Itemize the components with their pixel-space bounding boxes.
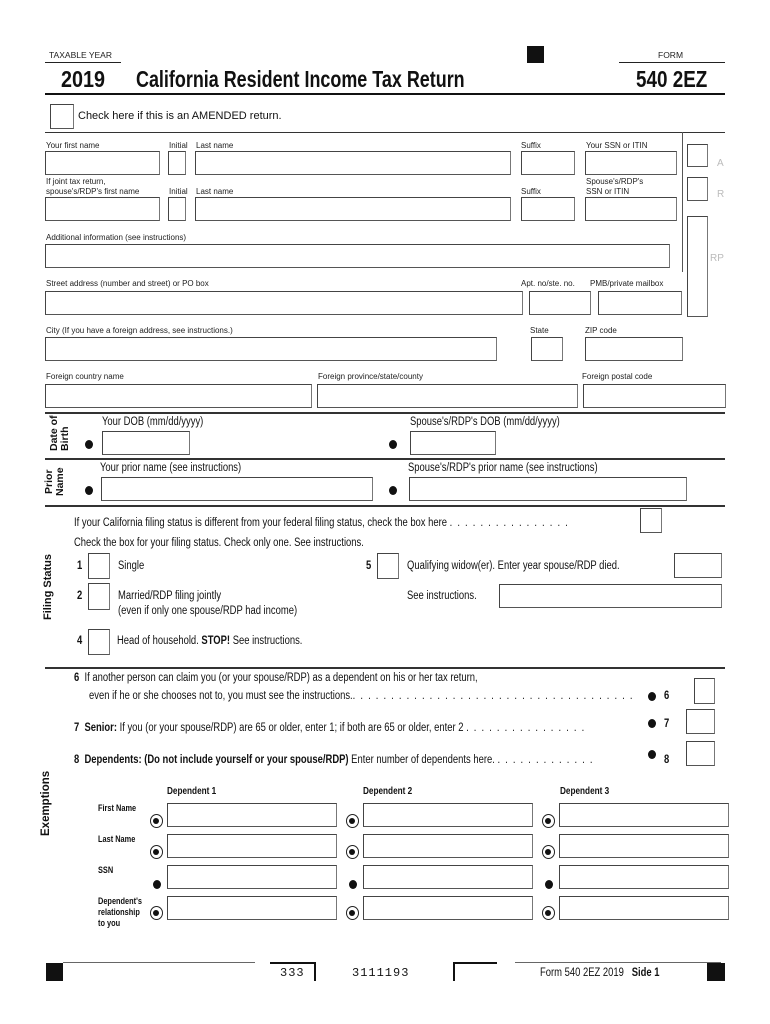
dependent-2-relationship-input[interactable] xyxy=(363,896,533,920)
line-6-num: 6 xyxy=(74,672,80,684)
line-6-checkbox[interactable] xyxy=(694,678,715,704)
filing-status-num-5: 5 xyxy=(366,560,372,572)
filing-status-num-4: 4 xyxy=(77,635,83,647)
dependent-3-relationship-input[interactable] xyxy=(559,896,729,920)
tax-year: 2019 xyxy=(61,66,106,92)
leader-dots: . . . . . . . . . . . . . xyxy=(497,754,594,766)
spouse-ssn-label-1: Spouse's/RDP's xyxy=(586,177,644,186)
form-label: FORM xyxy=(658,50,684,60)
line-6-text xyxy=(74,671,478,685)
apt-label: Apt. no/ste. no. xyxy=(521,279,575,288)
ring-bullet-icon xyxy=(150,906,163,920)
registration-mark-bottom-left xyxy=(46,963,63,981)
spouse-first-name-label-1: If joint tax return, xyxy=(46,177,106,186)
hoh-stop-text: STOP! xyxy=(201,635,231,647)
pmb-label: PMB/private mailbox xyxy=(590,279,664,288)
dob-side-label-1: Date of xyxy=(48,415,60,451)
amended-checkbox[interactable] xyxy=(50,104,74,129)
spouse-suffix-label: Suffix xyxy=(521,187,541,196)
footer-bracket-right xyxy=(453,962,497,981)
dependent-first-name-label: First Name xyxy=(98,803,137,813)
filing-status-num-1: 1 xyxy=(77,560,83,572)
dependent-1-relationship-input[interactable] xyxy=(167,896,337,920)
dependent-2-last-name-input[interactable] xyxy=(363,834,533,858)
spouse-first-name-input[interactable] xyxy=(45,197,160,221)
line-8-bold: Dependents: (Do not include yourself or your spouse/RDP) xyxy=(84,754,349,766)
form-number: 540 2EZ xyxy=(636,66,708,92)
your-dob-label: Your DOB (mm/dd/yyyy) xyxy=(102,416,204,428)
leader-dots: . . . . . . . . . . . . . . . . xyxy=(466,722,586,734)
office-box-r[interactable] xyxy=(687,177,708,201)
dob-side-label-2: Birth xyxy=(58,426,71,451)
required-bullet-icon xyxy=(349,880,357,889)
dependent-relationship-label-3: to you xyxy=(98,918,121,928)
filing-status-hoh-checkbox[interactable] xyxy=(88,629,110,655)
dependent-1-header: Dependent 1 xyxy=(167,786,217,797)
filing-status-side-label: Filing Status xyxy=(42,554,54,620)
prior-name-side-label xyxy=(44,467,65,496)
your-prior-name-input[interactable] xyxy=(101,477,373,501)
leader-dots: . . . . . . . . . . . . . . . . . . . . . . . . . . . . . . . . . . . . . xyxy=(352,690,634,702)
office-box-a[interactable] xyxy=(687,144,708,167)
additional-info-input[interactable] xyxy=(45,244,670,268)
additional-info-label: Additional information (see instructions) xyxy=(46,233,187,242)
street-input[interactable] xyxy=(45,291,523,315)
dependent-3-header: Dependent 3 xyxy=(560,786,610,797)
spouse-suffix-input[interactable] xyxy=(521,197,575,221)
ring-bullet-icon xyxy=(542,845,555,859)
line-7-ref: 7 xyxy=(664,718,670,730)
foreign-postal-input[interactable] xyxy=(583,384,726,408)
registration-mark-bottom-right xyxy=(707,963,725,981)
filing-status-married-label: Married/RDP filing jointly xyxy=(118,590,222,602)
amended-rule xyxy=(45,132,725,133)
exemptions-side-label: Exemptions xyxy=(40,770,52,836)
different-status-label: If your California filing status is different from your federal filing status, check the box here xyxy=(74,517,448,529)
spouse-last-name-input[interactable] xyxy=(195,197,511,221)
spouse-prior-name-label: Spouse's/RDP's prior name (see instructions) xyxy=(408,462,598,474)
footer-rule-right xyxy=(515,962,721,963)
widow-instructions-input[interactable] xyxy=(499,584,722,608)
filing-status-instruction: Check the box for your filing status. Check only one. See instructions. xyxy=(74,537,364,549)
required-bullet-icon xyxy=(648,750,656,759)
prior-name-side-label-1: Prior xyxy=(43,469,55,494)
dependent-3-first-name-input[interactable] xyxy=(559,803,729,827)
dob-top-rule xyxy=(45,412,725,414)
first-name-input[interactable] xyxy=(45,151,160,175)
dependent-2-first-name-input[interactable] xyxy=(363,803,533,827)
line-6-text-1: If another person can claim you (or your spouse/RDP) as a dependent on his or her tax return, xyxy=(84,672,478,684)
footer-side-label: Side 1 xyxy=(631,967,660,979)
dependent-last-name-label: Last Name xyxy=(98,834,136,844)
line-6-text-cont xyxy=(89,689,634,703)
widow-year-input[interactable] xyxy=(674,553,722,578)
ring-bullet-icon xyxy=(150,814,163,828)
spouse-initial-label: Initial xyxy=(169,187,188,196)
required-bullet-icon xyxy=(85,440,93,449)
form-rule xyxy=(619,62,725,63)
required-bullet-icon xyxy=(389,440,397,449)
ring-bullet-icon xyxy=(346,845,359,859)
spouse-initial-input[interactable] xyxy=(168,197,186,221)
hoh-label-text: Head of household. xyxy=(117,635,202,647)
footer-rule-left xyxy=(63,962,255,963)
filing-status-married-sublabel: (even if only one spouse/RDP had income) xyxy=(118,605,298,617)
city-label: City (If you have a foreign address, see instructions.) xyxy=(46,326,233,335)
ssn-input[interactable] xyxy=(585,151,677,175)
ring-bullet-icon xyxy=(346,906,359,920)
spouse-ssn-input[interactable] xyxy=(585,197,677,221)
foreign-province-input[interactable] xyxy=(317,384,578,408)
last-name-input[interactable] xyxy=(195,151,511,175)
spouse-dob-input[interactable] xyxy=(410,431,496,455)
dependent-1-last-name-input[interactable] xyxy=(167,834,337,858)
footer-form-label: Form 540 2EZ 2019 xyxy=(540,967,624,979)
ring-bullet-icon xyxy=(542,814,555,828)
line-6-text-2: even if he or she chooses not to, you must see the instructions. xyxy=(89,690,353,702)
suffix-input[interactable] xyxy=(521,151,575,175)
dependent-3-last-name-input[interactable] xyxy=(559,834,729,858)
dependent-2-header: Dependent 2 xyxy=(363,786,413,797)
line-8-num: 8 xyxy=(74,754,80,766)
apt-input[interactable] xyxy=(529,291,591,315)
office-code-a: A xyxy=(717,158,724,169)
required-bullet-icon xyxy=(648,719,656,728)
street-label: Street address (number and street) or PO box xyxy=(46,279,209,288)
ssn-label: Your SSN or ITIN xyxy=(586,141,648,150)
line-7-num: 7 xyxy=(74,722,80,734)
line-7-body: If you (or your spouse/RDP) are 65 or older, enter 1; if both are 65 or older, enter 2 xyxy=(116,722,464,734)
your-prior-name-label: Your prior name (see instructions) xyxy=(100,462,242,474)
line-7-text xyxy=(74,721,585,735)
footer-code-2: 3111193 xyxy=(352,966,410,980)
zip-label: ZIP code xyxy=(585,326,617,335)
foreign-postal-label: Foreign postal code xyxy=(582,372,653,381)
dependent-1-ssn-input[interactable] xyxy=(167,865,337,889)
state-label: State xyxy=(530,326,549,335)
required-bullet-icon xyxy=(648,692,656,701)
spouse-last-name-label: Last name xyxy=(196,187,234,196)
first-name-label: Your first name xyxy=(46,141,100,150)
filing-status-top-rule xyxy=(45,505,725,507)
line-7-bold: Senior: xyxy=(84,722,117,734)
taxable-year-rule xyxy=(45,62,121,63)
footer-form-ref xyxy=(540,966,660,980)
your-dob-input[interactable] xyxy=(102,431,190,455)
filing-status-single-label: Single xyxy=(118,560,145,572)
line-8-input[interactable] xyxy=(686,741,715,766)
city-input[interactable] xyxy=(45,337,497,361)
spouse-ssn-label-2: SSN or ITIN xyxy=(586,187,630,196)
prior-name-top-rule xyxy=(45,458,725,460)
filing-status-num-2: 2 xyxy=(77,590,83,602)
dependent-3-ssn-input[interactable] xyxy=(559,865,729,889)
foreign-country-label: Foreign country name xyxy=(46,372,124,381)
office-code-rp: RP xyxy=(710,253,724,264)
hoh-see-text: See instructions. xyxy=(230,635,303,647)
registration-mark-top xyxy=(527,46,544,63)
page-title: California Resident Income Tax Return xyxy=(136,66,465,92)
ring-bullet-icon xyxy=(346,814,359,828)
exemptions-top-rule xyxy=(45,667,725,669)
spouse-dob-label: Spouse's/RDP's DOB (mm/dd/yyyy) xyxy=(410,416,560,428)
foreign-province-label: Foreign province/state/county xyxy=(318,372,423,381)
prior-name-side-label-2: Name xyxy=(53,467,66,496)
state-input[interactable] xyxy=(531,337,563,361)
filing-status-married-checkbox[interactable] xyxy=(88,583,110,610)
dob-side-label xyxy=(49,415,70,451)
ring-bullet-icon xyxy=(542,906,555,920)
office-box-rp[interactable] xyxy=(687,216,708,317)
office-code-r: R xyxy=(717,189,725,200)
line-8-ref: 8 xyxy=(664,754,670,766)
different-status-text xyxy=(74,516,569,530)
required-bullet-icon xyxy=(389,486,397,495)
ring-bullet-icon xyxy=(150,845,163,859)
required-bullet-icon xyxy=(153,880,161,889)
filing-status-hoh-label xyxy=(117,634,302,648)
dependent-relationship-label-2: relationship xyxy=(98,907,140,917)
filing-status-single-checkbox[interactable] xyxy=(88,553,110,579)
foreign-country-input[interactable] xyxy=(45,384,312,408)
footer-code-1: 333 xyxy=(280,966,305,980)
filing-status-widow-sublabel: See instructions. xyxy=(407,590,477,602)
different-status-checkbox[interactable] xyxy=(640,508,662,533)
last-name-label: Last name xyxy=(196,141,234,150)
suffix-label: Suffix xyxy=(521,141,541,150)
dependent-1-first-name-input[interactable] xyxy=(167,803,337,827)
initial-input[interactable] xyxy=(168,151,186,175)
leader-dots: . . . . . . . . . . . . . . . . xyxy=(449,517,570,529)
dependent-relationship-label-1: Dependent's xyxy=(98,896,142,906)
line-8-body: Enter number of dependents here. xyxy=(348,754,495,766)
line-7-input[interactable] xyxy=(686,709,715,734)
filing-status-widow-checkbox[interactable] xyxy=(377,553,399,579)
initial-label: Initial xyxy=(169,141,188,150)
spouse-prior-name-input[interactable] xyxy=(409,477,687,501)
spouse-first-name-label-2: spouse's/RDP's first name xyxy=(46,187,140,196)
required-bullet-icon xyxy=(545,880,553,889)
filing-status-widow-label: Qualifying widow(er). Enter year spouse/RDP died. xyxy=(407,560,620,572)
taxable-year-label: TAXABLE YEAR xyxy=(49,50,112,60)
line-8-text xyxy=(74,753,594,767)
dependent-2-ssn-input[interactable] xyxy=(363,865,533,889)
line-6-ref: 6 xyxy=(664,690,670,702)
amended-label: Check here if this is an AMENDED return. xyxy=(78,110,282,122)
zip-input[interactable] xyxy=(585,337,683,361)
required-bullet-icon xyxy=(85,486,93,495)
pmb-input[interactable] xyxy=(598,291,682,315)
office-use-divider xyxy=(682,132,683,272)
header-rule xyxy=(45,93,725,95)
dependent-ssn-label: SSN xyxy=(98,865,114,875)
